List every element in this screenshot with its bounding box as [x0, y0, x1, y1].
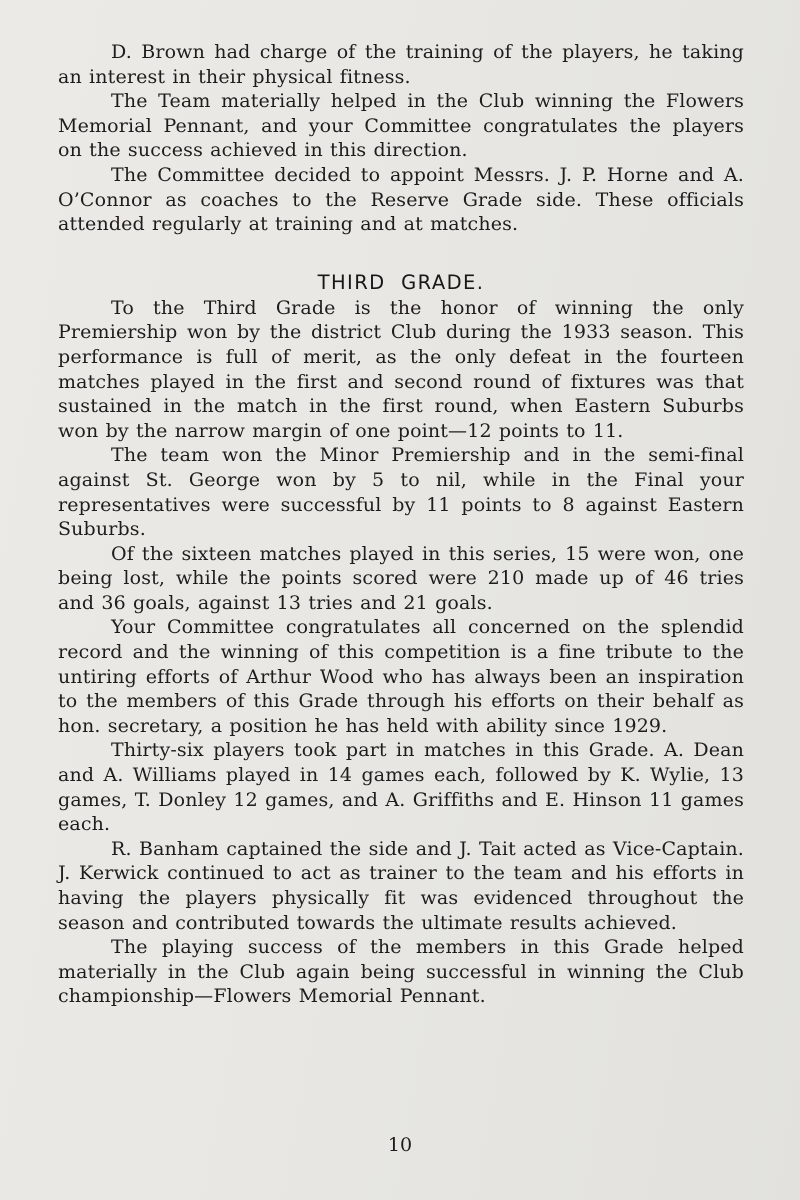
paragraph-training: D. Brown had charge of the training of the players, he taking an interest in their physical fitness. — [58, 41, 744, 88]
paragraph-players: Thirty-six players took part in matches in this Grade. A. Dean and A. Williams played in 14 games each, followed by K. Wylie, 13 games, T. Donley 12 games, and A. Griffiths and E. Hinson 11 games each. — [58, 739, 744, 836]
paragraph-captaincy: R. Banham captained the side and J. Tait acted as Vice-Captain. J. Kerwick continued to act as trainer to the team and his efforts in having the players physically fit was evidenced throughout the season and contributed towards the ultimate results achieved. — [58, 837, 744, 934]
paragraph-coaches: The Committee decided to appoint Messrs. J. P. Horne and A. O’Connor as coaches to the Reserve Grade side. These officials attended regularly at training and at matches. — [58, 163, 744, 236]
third-grade-section — [58, 296, 744, 1009]
paragraph-club-championship: The playing success of the members in this Grade helped materially in the Club again being successful in winning the Club championship—Flowers Memorial Pennant. — [58, 936, 744, 1008]
page-number: 10 — [387, 1134, 413, 1156]
paragraph-match-record: Of the sixteen matches played in this series, 15 were won, one being lost, while the points scored were 210 made up of 46 tries and 36 goals, against 13 tries and 21 goals. — [58, 542, 744, 614]
paragraph-minor-premiership: The team won the Minor Premiership and in the semi-final against St. George won by 5 to nil, while in the Final your representatives were successful by 11 points to 8 against Eastern Suburbs. — [58, 444, 744, 541]
section-heading: THIRD GRADE. — [317, 270, 485, 294]
paragraph-congratulations: Your Committee congratulates all concerned on the splendid record and the winning of this competition is a fine tribute to the untiring efforts of Arthur Wood who has always been an inspiration to the members of this Grade through his efforts on their behalf as hon. secretary, a position he has held with ability since 1929. — [58, 616, 744, 737]
intro-section — [58, 40, 744, 237]
paragraph-pennant: The Team materially helped in the Club winning the Flowers Memorial Pennant, and your Committee congratulates the players on the success achieved in this direction. — [58, 90, 744, 162]
paragraph-premiership: To the Third Grade is the honor of winning the only Premiership won by the district Club during the 1933 season. This performance is full of merit, as the only defeat in the fourteen matches played in the first and second round of fixtures was that sustained in the match in the first round, when Eastern Suburbs won by the narrow margin of one point—12 points to 11. — [58, 296, 744, 442]
